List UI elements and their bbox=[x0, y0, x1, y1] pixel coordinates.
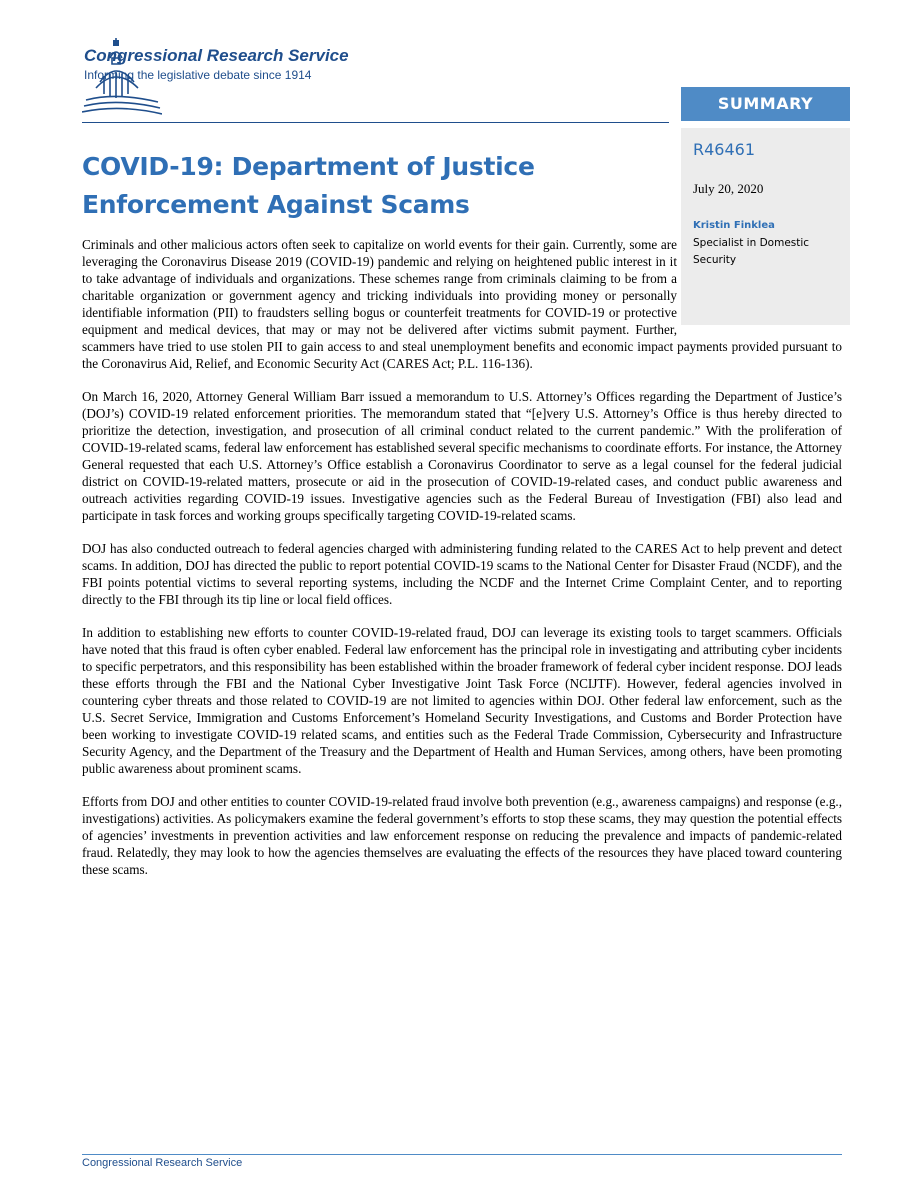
report-date: July 20, 2020 bbox=[693, 181, 764, 196]
report-title: COVID-19: Department of Justice Enforcement Against Scams bbox=[82, 152, 535, 219]
summary-banner bbox=[681, 87, 850, 121]
org-tagline: Informing the legislative debate since 1914 bbox=[84, 68, 312, 82]
summary-body bbox=[82, 236, 842, 894]
footer-org-name: Congressional Research Service bbox=[82, 1157, 243, 1169]
header-divider bbox=[82, 122, 669, 123]
org-name: Congressional Research Service bbox=[84, 46, 349, 65]
summary-paragraph-3: DOJ has also conducted outreach to federal agencies charged with administering funding related to the CARES Act to help prevent and detect scams. In addition, DOJ has directed the public to report potential COVID-19 scams to the National Center for Disaster Fraud (NCDF), and the FBI points potential victims to several reporting systems, including the NCDF and the Internet Crime Complaint Center, and to reporting directly to the FBI through its tip line or local field offices. bbox=[82, 541, 842, 607]
report-number: R46461 bbox=[693, 140, 756, 159]
summary-paragraph-1: Criminals and other malicious actors often seek to capitalize on world events for their gain. Currently, some are leveraging the Coronavirus Disease 2019 (COVID-19) pandemic and relying on heightened public interest in it to take advantage of individuals and organizations. These schemes range from criminals claiming to be from a charitable organization or government agency and tricking individuals into providing money or personally identifiable information (PII) to fraudsters selling bogus or counterfeit treatments for COVID-19 or protective equipment and medical devices, that may or may not be delivered after victims submit payment. Further, scammers have tried to use stolen PII to gain access to and steal unemployment benefits and economic impact payments provided pursuant to the Coronavirus Aid, Relief, and Economic Security Act (CARES Act; P.L. 116-136). bbox=[82, 237, 842, 371]
summary-label: SUMMARY bbox=[717, 94, 814, 113]
footer-divider bbox=[82, 1154, 842, 1155]
summary-paragraph-2: On March 16, 2020, Attorney General William Barr issued a memorandum to U.S. Attorney’s Offices regarding the Department of Justice’s (DOJ’s) COVID-19 related enforcement priorities. The memorandum stated that “[e]very U.S. Attorney’s Office is thus hereby directed to prioritize the detection, investigation, and prosecution of all criminal conduct related to the current pandemic.” With the proliferation of COVID-19-related scams, federal law enforcement has established several specific mechanisms to coordinate efforts. For instance, the Attorney General requested that each U.S. Attorney’s Office establish a Coronavirus Coordinator to serve as a legal counsel for the federal judicial district on COVID-19-related matters, prosecute or aid in the prosecution of COVID-19-related cases, and conduct public awareness and outreach activities regarding COVID-19 issues. Investigative agencies such as the Federal Bureau of Investigation (FBI) also lead and participate in task forces and working groups specifically targeting COVID-19-related scams. bbox=[82, 389, 842, 523]
summary-paragraph-5: Efforts from DOJ and other entities to counter COVID-19-related fraud involve both prevention (e.g., awareness campaigns) and response (e.g., investigations) activities. As policymakers examine the federal government’s efforts to stop these scams, they may question the potential effects of agencies’ investments in prevention activities and law enforcement response on reducing the prevalence and impacts of pandemic-related fraud. Relatedly, they may look to how the agencies themselves are evaluating the effects of the resources they have placed toward countering these scams. bbox=[82, 794, 843, 877]
sidebar-spacer bbox=[677, 236, 842, 336]
author-name: Kristin Finklea bbox=[693, 220, 775, 231]
summary-paragraph-4: In addition to establishing new efforts to counter COVID-19-related fraud, DOJ can leverage its existing tools to target scammers. Officials have noted that this fraud is often cyber enabled. Federal law enforcement has the principal role in investigating and attributing cyber incidents to specific perpetrators, and this responsibility has been established within the broader framework of federal cyber incident response. DOJ leads these efforts through the FBI and the National Cyber Investigative Joint Task Force (NCIJTF). However, federal agencies involved in countering cyber threats and those related to COVID-19 are not limited to agencies within DOJ. Other federal law enforcement, such as the U.S. Secret Service, Immigration and Customs Enforcement’s Homeland Security Investigations, and Customs and Border Protection have been working to investigate COVID-19 related scams, and entities such as the Federal Trade Commission, Cybersecurity and Infrastructure Security Agency, and the Department of the Treasury and the Department of Health and Human Services, among others, have been promoting public awareness about prominent scams. bbox=[82, 625, 842, 776]
author-title: Specialist in Domestic Security bbox=[693, 237, 810, 266]
